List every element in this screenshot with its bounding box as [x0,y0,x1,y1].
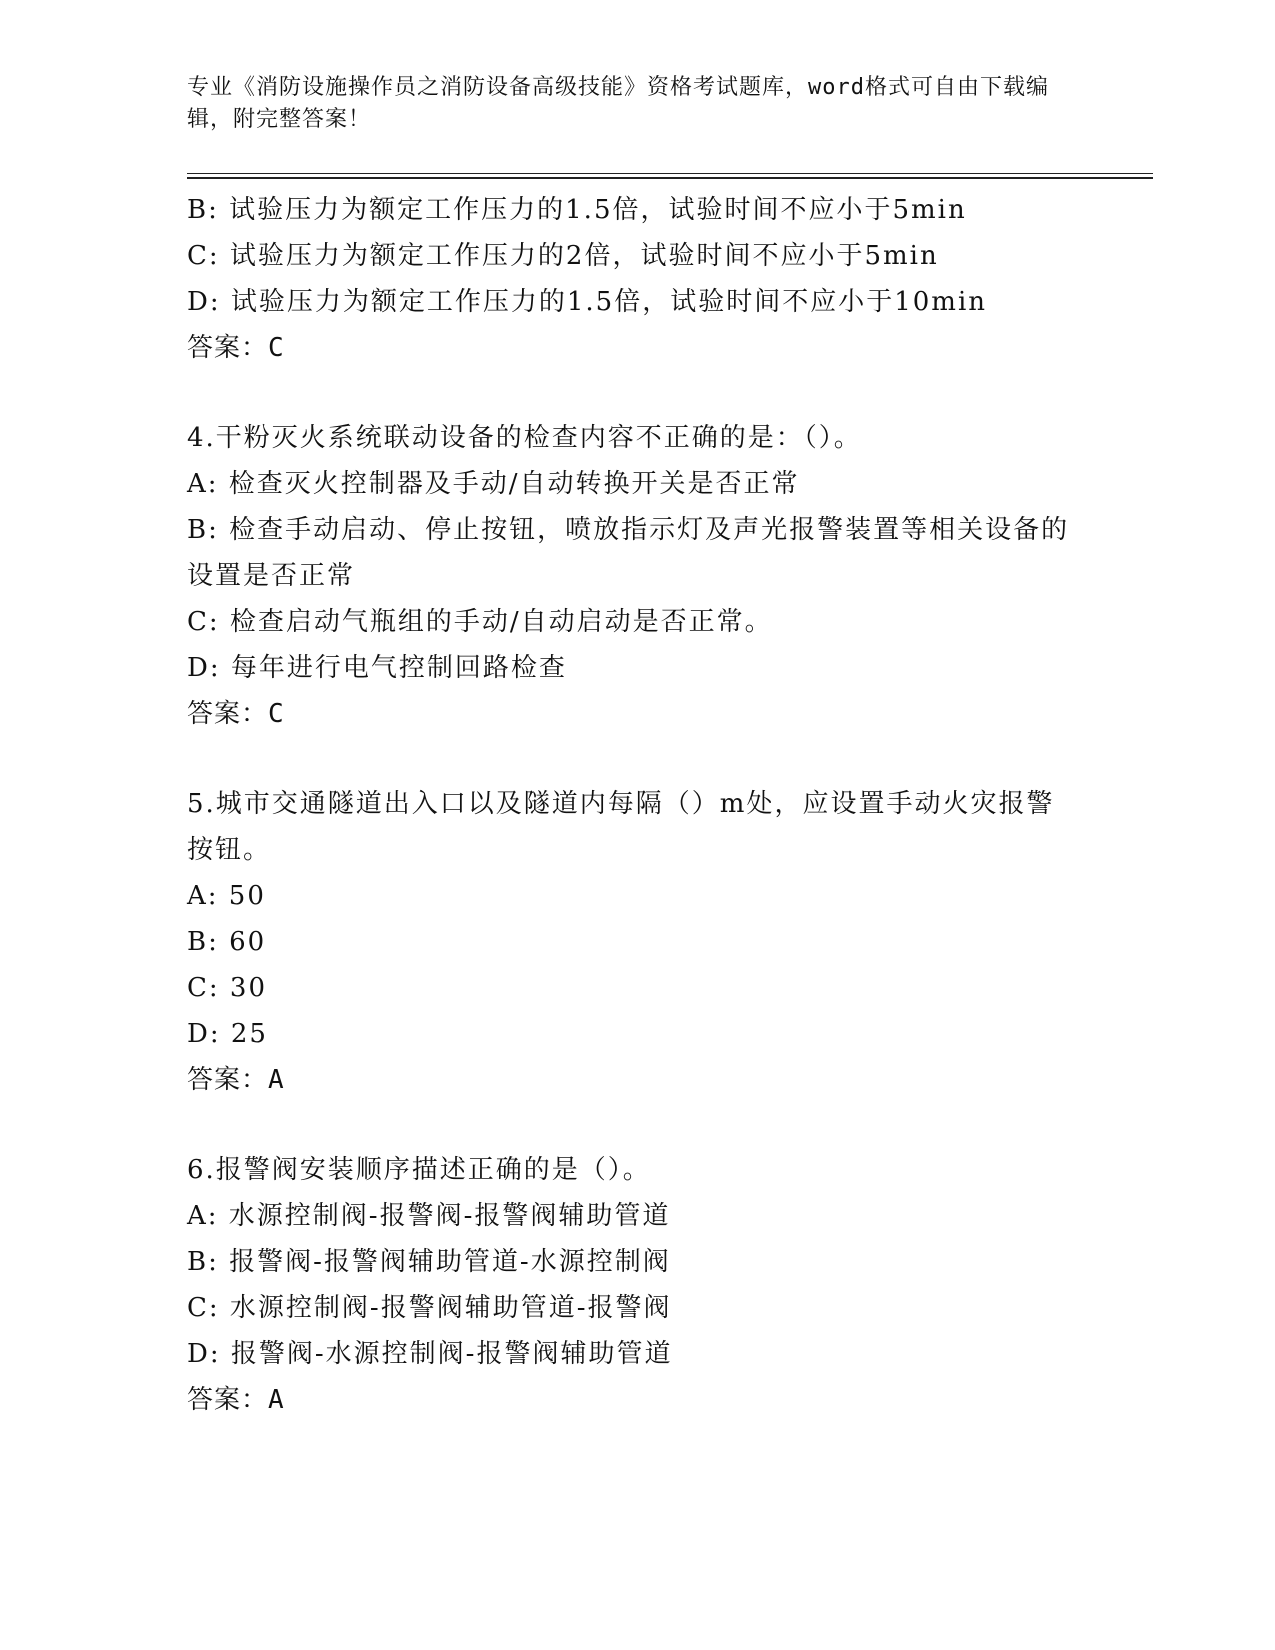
question-5-block [187,781,1087,1103]
question-5-answer: 答案：A [187,1065,285,1095]
question-content [187,187,1087,1423]
question-4-option-b: B: 检查手动启动、停止按钮，喷放指示灯及声光报警装置等相关设备的设置是否正常 [187,515,1070,591]
document-header: 专业《消防设施操作员之消防设备高级技能》资格考试题库，word格式可自由下载编辑，附完整答案！ [187,75,1049,132]
question-3-option-d: D: 试验压力为额定工作压力的1.5倍，试验时间不应小于10min [187,287,988,317]
question-4-option-c: C: 检查启动气瓶组的手动/自动启动是否正常。 [187,607,773,637]
question-3-option-b: B: 试验压力为额定工作压力的1.5倍，试验时间不应小于5min [187,195,967,225]
question-5-option-a: A: 50 [187,881,266,911]
question-5-text: 5.城市交通隧道出入口以及隧道内每隔（）m处，应设置手动火灾报警按钮。 [187,789,1055,865]
spacer [187,371,1087,415]
question-4-text: 4.干粉灭火系统联动设备的检查内容不正确的是：（）。 [187,423,862,453]
question-6-option-c: C: 水源控制阀-报警阀辅助管道-报警阀 [187,1293,672,1323]
question-5-option-c: C: 30 [187,973,268,1003]
question-5-option-d: D: 25 [187,1019,268,1049]
question-4-block [187,415,1087,737]
header-rule-thick [187,177,1153,179]
question-6-option-b: B: 报警阀-报警阀辅助管道-水源控制阀 [187,1247,671,1277]
question-6-option-d: D: 报警阀-水源控制阀-报警阀辅助管道 [187,1339,673,1369]
question-6-block [187,1147,1087,1423]
question-3-answer: 答案：C [187,333,285,363]
question-6-answer: 答案：A [187,1385,285,1415]
question-5-option-b: B: 60 [187,927,267,957]
question-4-option-a: A: 检查灭火控制器及手动/自动转换开关是否正常 [187,469,800,499]
question-4-answer: 答案：C [187,699,285,729]
question-6-text: 6.报警阀安装顺序描述正确的是（）。 [187,1155,651,1185]
question-4-option-d: D: 每年进行电气控制回路检查 [187,653,567,683]
question-3-option-c: C: 试验压力为额定工作压力的2倍，试验时间不应小于5min [187,241,939,271]
question-3-block [187,187,1087,371]
spacer [187,737,1087,781]
header-rule-thin [187,173,1153,174]
question-6-option-a: A: 水源控制阀-报警阀-报警阀辅助管道 [187,1201,671,1231]
spacer [187,1103,1087,1147]
